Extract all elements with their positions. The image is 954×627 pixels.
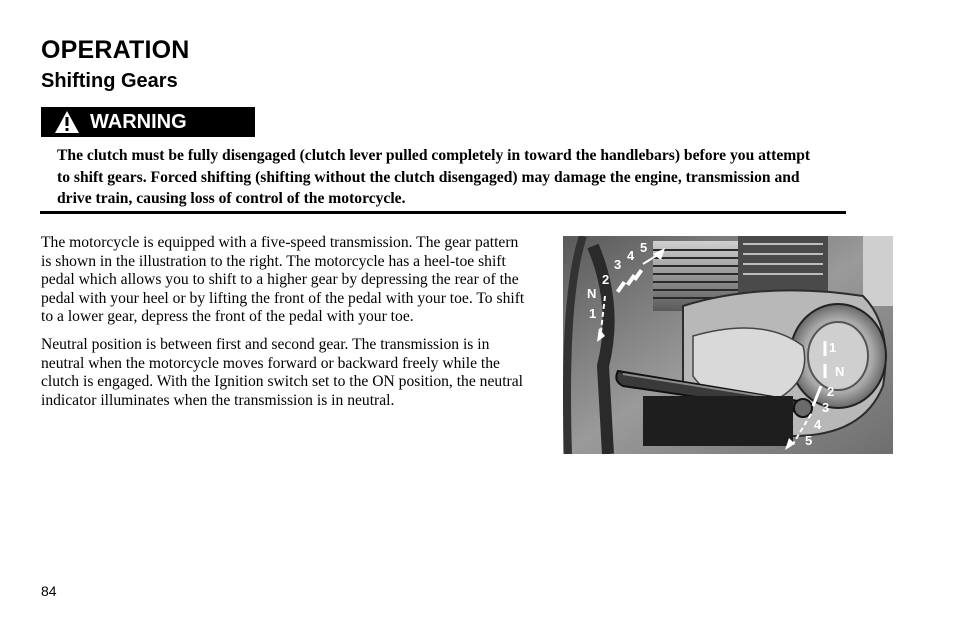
heel-gear-2: 2 bbox=[827, 384, 835, 399]
exclamation-triangle-icon bbox=[54, 110, 80, 134]
warning-label: WARNING bbox=[90, 110, 187, 133]
heel-gear-1: 1 bbox=[829, 340, 837, 355]
warning-text: The clutch must be fully disengaged (clutch lever pulled completely in toward the handlebars) before you attempt to shift gears. Forced shifting (shifting without the clutch disengaged) may damage the engine, transmission and drive train, causing loss of control of the motorcycle. bbox=[57, 147, 811, 207]
body-paragraph: The motorcycle is equipped with a five-speed transmission. The gear pattern is shown in the illustration to the right. The motorcycle has a heel-toe shift pedal which allows you to shift to a higher gear by depressing the rear of the pedal with your heel or by lifting the front of the pedal with your toe. To shift to a lower gear, depress the front of the pedal with your toe. bbox=[41, 234, 525, 326]
toe-gear-3: 3 bbox=[614, 257, 622, 272]
warning-divider bbox=[40, 211, 846, 214]
body-text bbox=[41, 234, 531, 419]
warning-banner bbox=[41, 107, 255, 137]
toe-gear-4: 4 bbox=[627, 248, 635, 263]
toe-gear-1: 1 bbox=[589, 306, 597, 321]
page-number: 84 bbox=[41, 583, 57, 599]
toe-gear-5: 5 bbox=[640, 240, 648, 255]
toe-gear-n: N bbox=[587, 286, 597, 301]
heel-gear-4: 4 bbox=[814, 417, 822, 432]
heel-gear-n: N bbox=[835, 364, 845, 379]
body-paragraph: Neutral position is between first and second gear. The transmission is in neutral when the motorcycle moves forward or backward freely while the clutch is engaged. With the Ignition switch set to the ON position, the neutral indicator illuminates when the transmission is in neutral. bbox=[41, 335, 523, 409]
shift-pedal-illustration bbox=[563, 236, 893, 454]
heel-gear-5: 5 bbox=[805, 433, 813, 448]
subsection-title: Shifting Gears bbox=[41, 70, 178, 92]
shift-pedal-photo bbox=[563, 236, 893, 454]
section-title: OPERATION bbox=[41, 36, 190, 64]
heel-gear-3: 3 bbox=[822, 400, 830, 415]
toe-gear-2: 2 bbox=[602, 272, 610, 287]
